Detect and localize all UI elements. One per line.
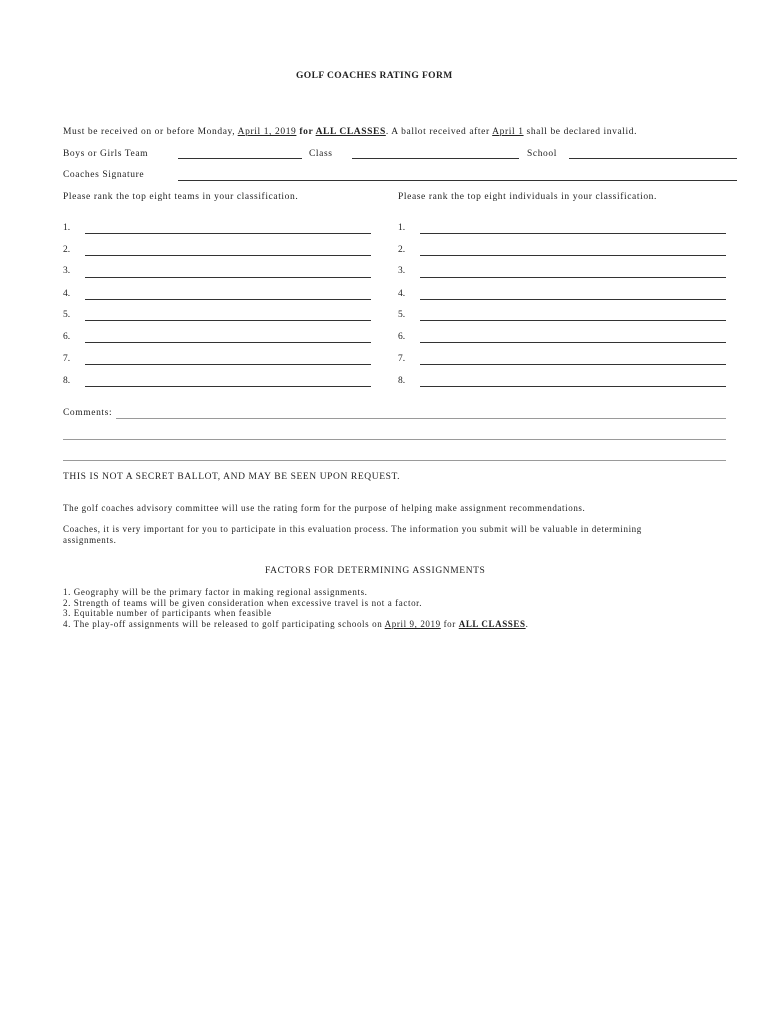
team-rank-field[interactable]	[85, 255, 371, 256]
deadline-prefix: Must be received on or before Monday,	[63, 127, 238, 137]
ballot-notice: THIS IS NOT A SECRET BALLOT, AND MAY BE SEEN UPON REQUEST.	[63, 472, 401, 482]
individual-rank-field[interactable]	[420, 233, 726, 234]
class-label: Class	[309, 149, 333, 159]
team-rank-number: 3.	[63, 266, 71, 276]
individual-rank-number: 5.	[398, 310, 406, 320]
team-rank-field[interactable]	[85, 299, 371, 300]
comments-field[interactable]	[63, 460, 726, 461]
school-label: School	[527, 149, 557, 159]
factor-item: 2. Strength of teams will be given consideration when excessive travel is not a factor.	[63, 598, 423, 608]
factor-item-4	[63, 619, 528, 629]
individual-rank-number: 7.	[398, 354, 406, 364]
individual-rank-field[interactable]	[420, 386, 726, 387]
deadline-date2: April 1	[492, 127, 524, 137]
team-rank-field[interactable]	[85, 342, 371, 343]
factor-item: 3. Equitable number of participants when feasible	[63, 608, 272, 618]
team-rank-number: 2.	[63, 245, 71, 255]
team-rank-number: 1.	[63, 223, 71, 233]
deadline-mid: . A ballot received after	[385, 127, 493, 137]
school-field[interactable]	[569, 158, 737, 159]
team-rank-field[interactable]	[85, 320, 371, 321]
individual-rank-number: 1.	[398, 223, 406, 233]
team-rank-field[interactable]	[85, 233, 371, 234]
team-label: Boys or Girls Team	[63, 149, 149, 159]
rank-teams-prompt: Please rank the top eight teams in your classification.	[63, 192, 299, 202]
deadline-date: April 1, 2019	[237, 127, 297, 137]
individual-rank-number: 4.	[398, 289, 406, 299]
individual-rank-field[interactable]	[420, 320, 726, 321]
team-field[interactable]	[178, 158, 302, 159]
factor4-date: April 9, 2019	[384, 619, 441, 629]
form-title: GOLF COACHES RATING FORM	[296, 71, 453, 81]
rank-individuals-prompt: Please rank the top eight individuals in your classification.	[398, 192, 658, 202]
team-rank-number: 8.	[63, 376, 71, 386]
signature-field[interactable]	[178, 180, 737, 181]
class-field[interactable]	[352, 158, 519, 159]
participation-paragraph-line1: Coaches, it is very important for you to participate in this evaluation process. The information you submit will be valuable in determining	[63, 524, 642, 534]
deadline-text	[63, 127, 637, 137]
individual-rank-number: 8.	[398, 376, 406, 386]
participation-paragraph-line2: assignments.	[63, 535, 117, 545]
individual-rank-number: 6.	[398, 332, 406, 342]
committee-paragraph: The golf coaches advisory committee will use the rating form for the purpose of helping make assignment recommendations.	[63, 503, 586, 513]
individual-rank-number: 3.	[398, 266, 406, 276]
team-rank-number: 5.	[63, 310, 71, 320]
factors-heading: FACTORS FOR DETERMINING ASSIGNMENTS	[265, 566, 486, 576]
comments-field[interactable]	[116, 418, 726, 419]
deadline-suffix: shall be declared invalid.	[523, 127, 638, 137]
individual-rank-field[interactable]	[420, 255, 726, 256]
deadline-for: for	[296, 127, 316, 137]
team-rank-number: 4.	[63, 289, 71, 299]
individual-rank-field[interactable]	[420, 342, 726, 343]
individual-rank-field[interactable]	[420, 299, 726, 300]
team-rank-number: 6.	[63, 332, 71, 342]
individual-rank-number: 2.	[398, 245, 406, 255]
deadline-classes: ALL CLASSES	[315, 127, 386, 137]
factor4-prefix: 4. The play-off assignments will be released to golf participating schools on	[63, 619, 385, 629]
individual-rank-field[interactable]	[420, 277, 726, 278]
factor4-end: .	[525, 619, 529, 629]
comments-label: Comments:	[63, 408, 113, 418]
team-rank-field[interactable]	[85, 277, 371, 278]
signature-label: Coaches Signature	[63, 170, 145, 180]
team-rank-field[interactable]	[85, 386, 371, 387]
factor4-classes: ALL CLASSES	[458, 619, 526, 629]
team-rank-field[interactable]	[85, 364, 371, 365]
team-rank-number: 7.	[63, 354, 71, 364]
comments-field[interactable]	[63, 439, 726, 440]
individual-rank-field[interactable]	[420, 364, 726, 365]
factor4-for: for	[440, 619, 459, 629]
factor-item: 1. Geography will be the primary factor in making regional assignments.	[63, 587, 368, 597]
